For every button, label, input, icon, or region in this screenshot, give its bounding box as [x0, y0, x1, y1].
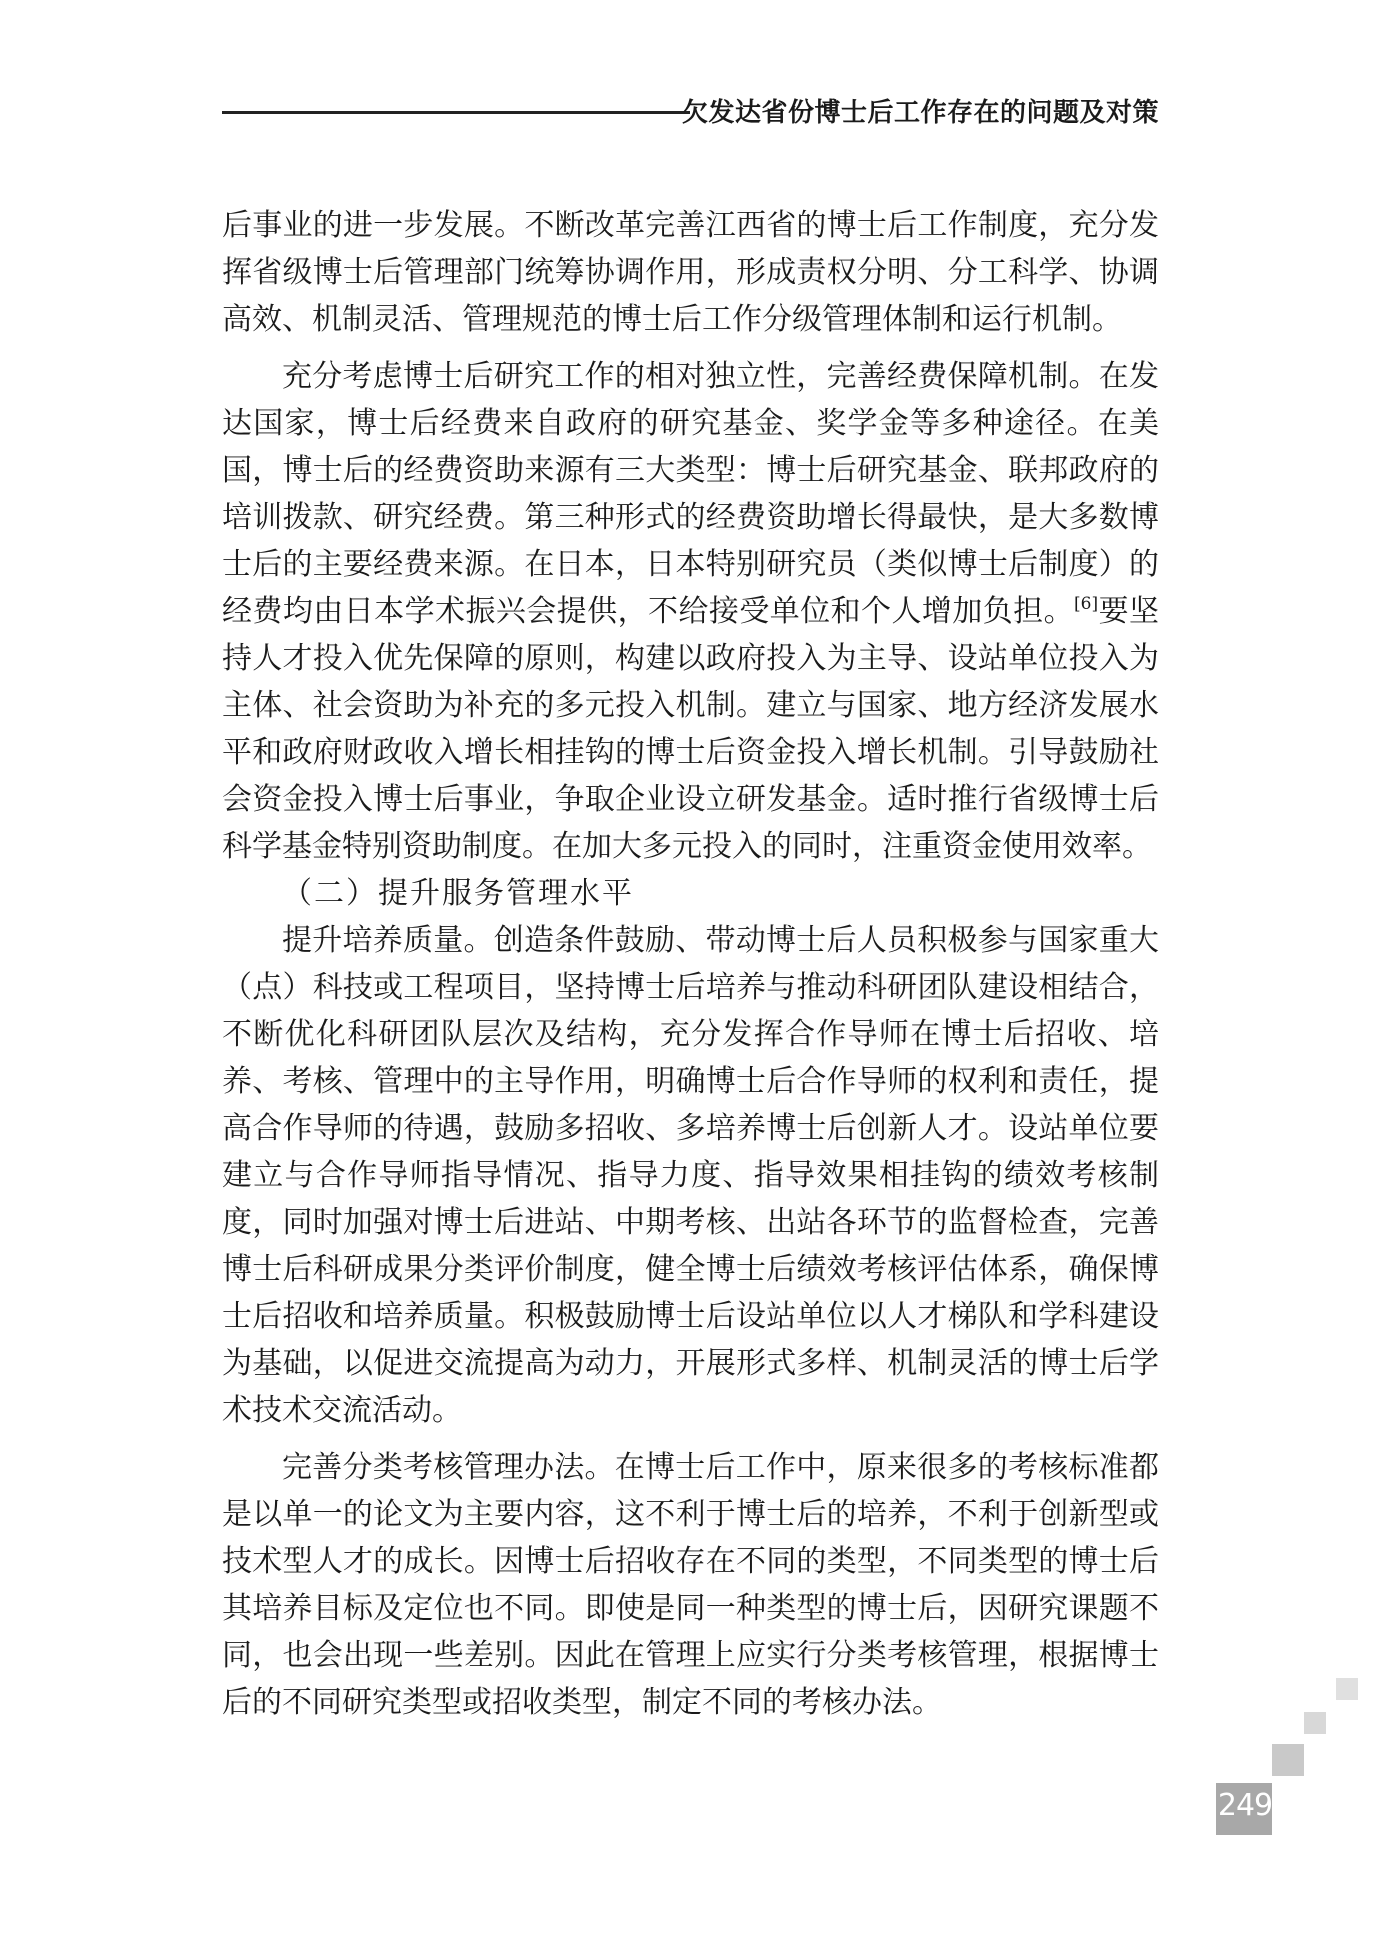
decorative-square [1272, 1744, 1304, 1776]
paragraph-assessment: 完善分类考核管理办法。在博士后工作中，原来很多的考核标准都是以单一的论文为主要内容，这不利于博士后的培养，不利于创新型或技术型人才的成长。因博士后招收存在不同的类型，不同类型的博士后其培养目标及定位也不同。即使是同一种类型的博士后，因研究课题不同，也会出现一些差别。因此在管理上应实行分类考核管理，根据博士后的不同研究类型或招收类型，制定不同的考核办法。 [222, 1450, 1159, 1720]
reference-marker: [6] [1074, 594, 1099, 614]
section-heading: （二）提升服务管理水平 [282, 876, 634, 911]
decorative-square [1336, 1678, 1358, 1700]
header-rule [222, 111, 690, 114]
paragraph-funding-part1: 充分考虑博士后研究工作的相对独立性，完善经费保障机制。在发达国家，博士后经费来自政府的研究基金、奖学金等多种途径。在美国，博士后的经费资助来源有三大类型：博士后研究基金、联邦政府的培训拨款、研究经费。第三种形式的经费资助增长得最快，是大多数博士后的主要经费来源。在日本，日本特别研究员（类似博士后制度）的经费均由日本学术振兴会提供，不给接受单位和个人增加负担。 [222, 359, 1159, 629]
running-title: 欠发达省份博士后工作存在的问题及对策 [681, 98, 1159, 128]
page-number: 249 [1217, 1788, 1273, 1823]
paragraph-continuation: 后事业的进一步发展。不断改革完善江西省的博士后工作制度，充分发挥省级博士后管理部门统筹协调作用，形成责权分明、分工科学、协调高效、机制灵活、管理规范的博士后工作分级管理体制和运行机制。 [222, 208, 1159, 337]
paragraph-funding [222, 353, 1159, 870]
decorative-square [1304, 1712, 1326, 1734]
paragraph-training-quality: 提升培养质量。创造条件鼓励、带动博士后人员积极参与国家重大（点）科技或工程项目，坚持博士后培养与推动科研团队建设相结合，不断优化科研团队层次及结构，充分发挥合作导师在博士后招收、培养、考核、管理中的主导作用，明确博士后合作导师的权利和责任，提高合作导师的待遇，鼓励多招收、多培养博士后创新人才。设站单位要建立与合作导师指导情况、指导力度、指导效果相挂钩的绩效考核制度，同时加强对博士后进站、中期考核、出站各环节的监督检查，完善博士后科研成果分类评价制度，健全博士后绩效考核评估体系，确保博士后招收和培养质量。积极鼓励博士后设站单位以人才梯队和学科建设为基础，以促进交流提高为动力，开展形式多样、机制灵活的博士后学术技术交流活动。 [222, 923, 1159, 1428]
paragraph-funding-part2: 要坚持人才投入优先保障的原则，构建以政府投入为主导、设站单位投入为主体、社会资助为补充的多元投入机制。建立与国家、地方经济发展水平和政府财政收入增长相挂钩的博士后资金投入增长机制。引导鼓励社会资金投入博士后事业，争取企业设立研发基金。适时推行省级博士后科学基金特别资助制度。在加大多元投入的同时，注重资金使用效率。 [222, 594, 1160, 864]
body-text [222, 202, 1159, 1726]
